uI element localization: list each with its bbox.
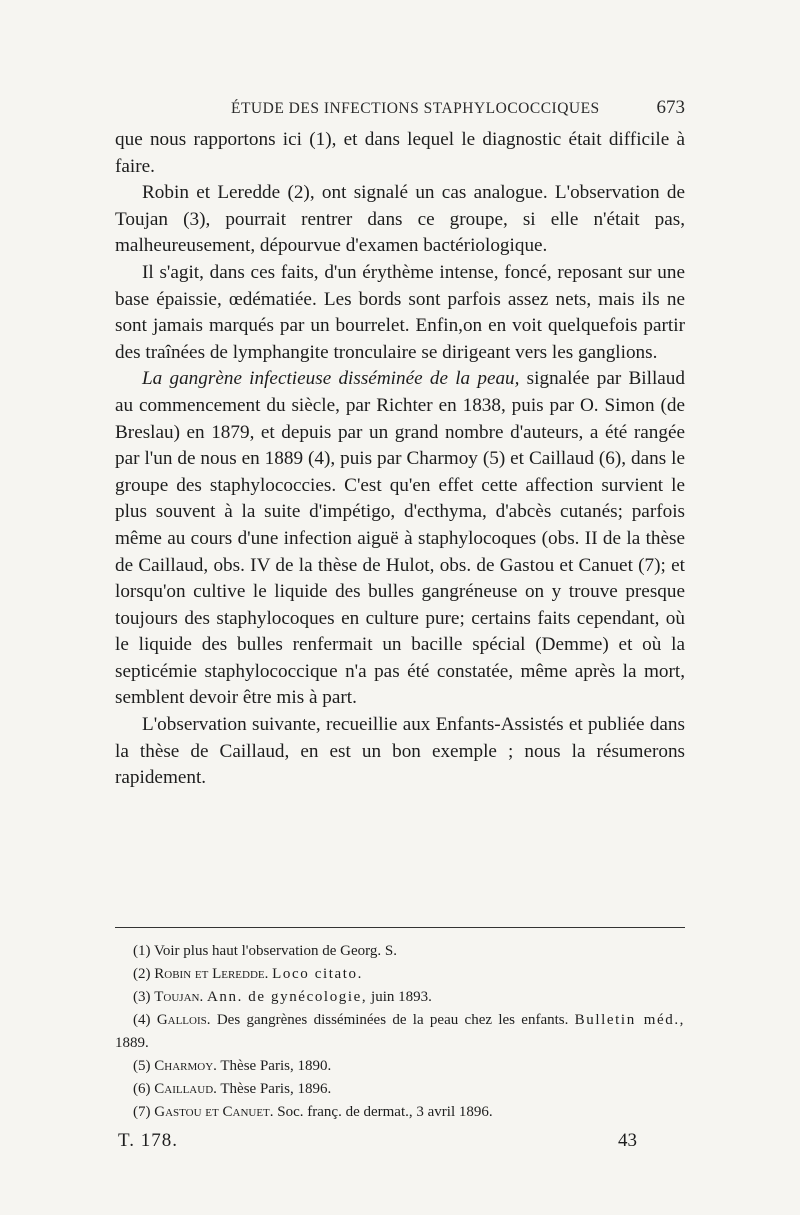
footnote-journal: Bulletin méd., (574, 1012, 686, 1028)
footnote-year: 1889. (115, 1035, 149, 1051)
footnote-6 (115, 1078, 685, 1101)
paragraph-4-text: signalée par Billaud au commencement du siècle, par Richter en 1838, puis par O. Simon (de Breslau) en 1879, et depuis par un grand nombre d'auteurs, a été rangée par l'un de nous en 1889 (4), puis par Charmoy (5) et Caillaud (6), dans le groupe des staphylococcies. C'est qu'en effet cette affection survient le plus souvent à la suite d'impétigo, d'ecthyma, d'abcès cutanés; parfois même au cours d'une infection aiguë à staphylocoques (obs. II de la thèse de Caillaud, obs. IV de la thèse de Hulot, obs. de Gastou et Canuet (7); et lorsqu'on cultive le liquide des bulles gangréneuse on y trouve presque toujours des staphylocoques en culture pure; certains faits cependant, où le liquide des bulles renfermait un bacille spécial (Demme) et où la septicémie staphylococcique n'a pas été constatée, même après la mort, semblent devoir être mis à part. (115, 368, 685, 709)
paragraph-4 (115, 366, 685, 712)
footnote-separator (115, 927, 685, 928)
footnote-author: Robin et Leredde. (154, 966, 269, 982)
footnote-date: juin 1893. (371, 989, 432, 1005)
paragraph-3: Il s'agit, dans ces faits, d'un érythème intense, foncé, reposant sur une base épaissie, œdématiée. Les bords sont parfois assez nets, mais ils ne sont jamais marqués par un bourrelet. Enfin,on en voit quelquefois partir des traînées de lymphangite tronculaire se dirigeant vers les ganglions. (115, 261, 685, 363)
footnote-number: (3) (133, 989, 151, 1005)
folio-number: 43 (618, 1130, 637, 1151)
footnote-author: Caillaud. (154, 1081, 217, 1097)
footnote-4 (115, 1009, 685, 1055)
footnote-text: Soc. franç. de dermat., 3 avril 1896. (277, 1104, 493, 1120)
footnote-number: (4) (133, 1012, 151, 1028)
footnote-author: Gallois. (156, 1012, 211, 1028)
footnote-author: Toujan. (154, 989, 204, 1005)
paragraph-5: L'observation suivante, recueillie aux Enfants-Assistés et publiée dans la thèse de Caillaud, en est un bon exemple ; nous la résumerons rapidement. (115, 714, 685, 789)
footnote-number: (1) (133, 943, 151, 959)
signature-mark: T. 178. (118, 1130, 178, 1151)
footnotes (115, 940, 685, 1124)
body-text (115, 127, 685, 792)
page-header (115, 97, 685, 126)
footnote-title: Des gangrènes disséminées de la peau chez les enfants. (216, 1012, 569, 1028)
italic-phrase: La gangrène infectieuse disséminée de la peau, (142, 368, 520, 390)
footnote-5 (115, 1055, 685, 1078)
footnote-text: Thèse Paris, 1896. (220, 1081, 332, 1097)
footnote-reference: Loco citato. (272, 966, 363, 982)
footnote-2 (115, 963, 685, 986)
footnote-7 (115, 1101, 685, 1124)
page-number: 673 (656, 97, 685, 118)
footnote-journal: Ann. de gynécologie, (206, 989, 368, 1005)
footnote-1 (115, 940, 685, 963)
page-footer (115, 1130, 637, 1160)
footnote-author: Gastou et Canuet. (154, 1104, 274, 1120)
footnote-3 (115, 986, 685, 1009)
footnote-number: (5) (133, 1058, 151, 1074)
running-title: ÉTUDE DES INFECTIONS STAPHYLOCOCCIQUES (231, 100, 600, 117)
footnote-number: (7) (133, 1104, 151, 1120)
footnote-number: (2) (133, 966, 151, 982)
footnote-number: (6) (133, 1081, 151, 1097)
footnote-author: Charmoy. (154, 1058, 217, 1074)
footnote-text: Thèse Paris, 1890. (220, 1058, 332, 1074)
paragraph-1: que nous rapportons ici (1), et dans lequel le diagnostic était difficile à faire. (115, 129, 685, 177)
paragraph-2: Robin et Leredde (2), ont signalé un cas analogue. L'observation de Toujan (3), pourrait rentrer dans ce groupe, si elle n'était pas, malheureusement, dépourvue d'examen bactériologique. (115, 182, 685, 257)
footnote-text: Voir plus haut l'observation de Georg. S. (153, 943, 397, 959)
